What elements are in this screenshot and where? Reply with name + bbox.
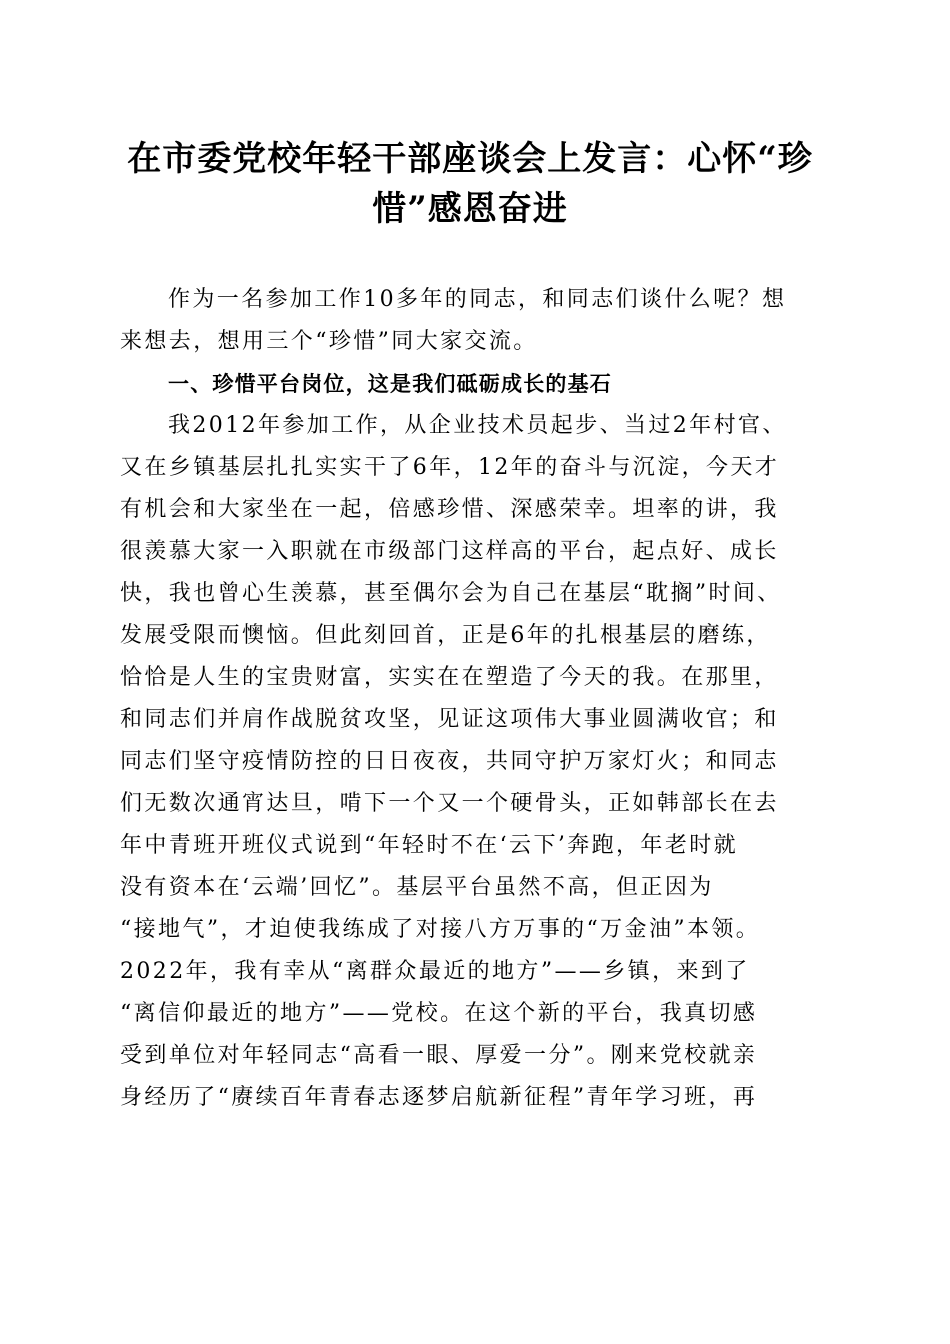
paragraph-line: 恰恰是人生的宝贵财富，实实在在塑造了今天的我。在那里， — [120, 665, 779, 690]
paragraph-line: 很羡慕大家一入职就在市级部门这样高的平台，起点好、成长 — [120, 539, 779, 564]
document-body — [120, 279, 832, 1119]
paragraph-line: 发展受限而懊恼。但此刻回首，正是6年的扎根基层的磨练， — [120, 623, 771, 648]
paragraph-line: 有机会和大家坐在一起，倍感珍惜、深感荣幸。坦率的讲，我 — [120, 497, 779, 522]
title-line: 在市委党校年轻干部座谈会上发言：心怀“珍 — [127, 139, 813, 179]
section-heading: 一、珍惜平台岗位，这是我们砥砺成长的基石 — [168, 372, 612, 396]
paragraph-line: 和同志们并肩作战脱贫攻坚，见证这项伟大事业圆满收官；和 — [120, 707, 779, 732]
paragraph-line: 们无数次通宵达旦，啃下一个又一个硬骨头，正如韩部长在去 — [120, 791, 779, 816]
title-line: 惜”感恩奋进 — [372, 189, 568, 229]
paragraph-line: 又在乡镇基层扎扎实实干了6年，12年的奋斗与沉淀，今天才 — [120, 455, 780, 480]
paragraph-line: “离信仰最近的地方”——党校。在这个新的平台，我真切感 — [120, 1001, 758, 1026]
paragraph-line: 受到单位对年轻同志“高看一眼、厚爱一分”。刚来党校就亲 — [120, 1043, 758, 1068]
paragraph-line: 没有资本在‘云端’回忆”。基层平台虽然不高，但正因为 — [120, 875, 714, 900]
paragraph-line: 快，我也曾心生羡慕，甚至偶尔会为自己在基层“耽搁”时间、 — [120, 581, 782, 606]
paragraph-line: 同志们坚守疫情防控的日日夜夜，共同守护万家灯火；和同志 — [120, 749, 779, 774]
intro-line: 来想去，想用三个“珍惜”同大家交流。 — [120, 329, 538, 354]
document-title — [100, 134, 840, 234]
intro-line: 作为一名参加工作10多年的同志，和同志们谈什么呢？想 — [168, 287, 787, 312]
paragraph-line: “接地气”，才迫使我练成了对接八方万事的“万金油”本领。 — [120, 917, 761, 942]
paragraph-line: 年中青班开班仪式说到“年轻时不在‘云下’奔跑，年老时就 — [120, 833, 739, 858]
paragraph-line: 2022年，我有幸从“离群众最近的地方”——乡镇，来到了 — [120, 959, 750, 984]
paragraph-line: 我2012年参加工作，从企业技术员起步、当过2年村官、 — [168, 413, 787, 438]
paragraph-line: 身经历了“赓续百年青春志逐梦启航新征程”青年学习班，再 — [120, 1085, 758, 1110]
